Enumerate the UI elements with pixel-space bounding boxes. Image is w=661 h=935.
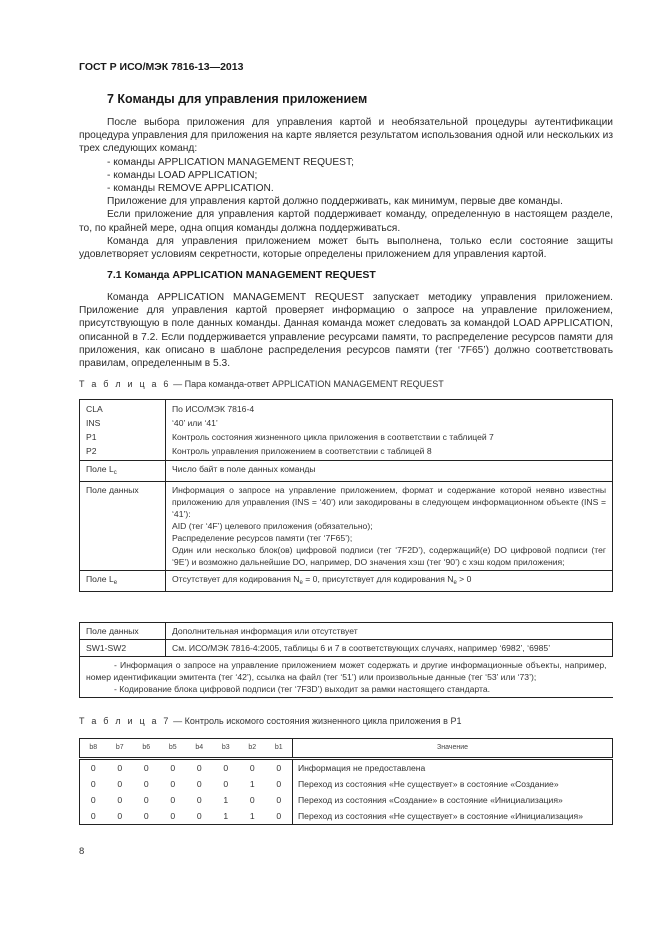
bit-cell: 0 xyxy=(276,779,282,789)
table-row xyxy=(80,430,613,444)
bit-cell: 0 xyxy=(143,779,149,789)
meaning-cell: Переход из состояния «Создание» в состояние «Инициализация» xyxy=(293,792,613,808)
field-cell: Поле данных xyxy=(80,482,166,571)
column-header: b6 xyxy=(133,739,160,759)
value-cell: Информация о запросе на управление приложением, формат и содержание которой неявно известны приложению для управления (INS = ‘40’) или закодированы в следующем информационном объекте (INS = ‘41’): AID (тег ‘4F’) целевого приложения (обязательно); Распределение ресурсов памяти (тег ‘7F65’); Один или несколько блок(ов) цифровой подписи (тег ‘7F2D’), содержащий(е) DO цифровой подписи (тег ‘9E’) и возможно дальнейшие DO, например, DO значения хэш (тег ‘90’) с хэш кодом приложения; xyxy=(166,482,613,571)
field-cell: Поле $L_e$ xyxy=(80,571,166,592)
caption-text: — Контроль искомого состояния жизненного цикла приложения в P1 xyxy=(170,716,462,726)
column-header: b1 xyxy=(266,739,293,759)
column-header: b7 xyxy=(107,739,134,759)
caption-text: — Пара команда-ответ APPLICATION MANAGEMENT REQUEST xyxy=(170,379,444,389)
paragraph: Команда APPLICATION MANAGEMENT REQUEST запускает методику управления приложением. Приложение для управления картой проверяет информацию о запросе на управление приложением, присутствующую в поле данных команды. Данная команда может следовать за командой LOAD APPLICATION, описанной в 7.2. Если поддерживается управление ресурсами памяти, то распределение ресурсов памяти для приложения, как описано в шаблоне распределения ресурсов памяти (тег ‘7F65’) должно соответствовать правилам, определенным в 5.3. xyxy=(79,292,613,370)
table-row xyxy=(80,776,613,792)
field-cell: P2 xyxy=(80,444,166,461)
bit-cell: 0 xyxy=(196,795,202,805)
bit-cell: 0 xyxy=(223,763,229,773)
field-cell: Поле $L_c$ xyxy=(80,461,166,482)
bit-cell: 0 xyxy=(80,808,107,825)
field-cell: CLA xyxy=(80,400,166,417)
table-7 xyxy=(79,738,613,825)
meaning-cell: Информация не предоставлена xyxy=(293,759,613,777)
notes-cell: - Информация о запросе на управление приложением может содержать и другие информационные объекты, например, номер идентификации эмитента (тег ‘42’), ссылка на файл (тег ‘51’) или произвольные данные (тег ‘53’ или ‘73’); - Кодирование блока цифровой подписи (тег ‘7F3D’) выходит за рамки настоящего стандарта. xyxy=(80,657,613,698)
table-row xyxy=(80,640,613,657)
table-row xyxy=(80,461,613,482)
value-cell: По ИСО/МЭК 7816-4 xyxy=(166,400,613,417)
paragraph: Команда для управления приложением может быть выполнена, только если состояние защиты удовлетворяет условиям секретности, которые определены приложением для управления картой. xyxy=(79,235,613,261)
bit-cell: 0 xyxy=(196,779,202,789)
value-cell: Дополнительная информация или отсутствует xyxy=(166,623,613,640)
value-cell: Контроль управления приложением в соответствии с таблицей 8 xyxy=(166,444,613,461)
table-row xyxy=(80,623,613,640)
table-row xyxy=(80,571,613,592)
intro-paragraph: После выбора приложения для управления картой и необязательной процедуры аутентификации процедура управления для приложения на карте является результатом использования одной или нескольких из трех следующих команд: xyxy=(79,117,613,155)
column-header: b5 xyxy=(160,739,187,759)
list-item: - команды APPLICATION MANAGEMENT REQUEST; xyxy=(107,156,354,168)
column-header: Значение xyxy=(293,739,613,759)
bit-cell: 0 xyxy=(117,795,123,805)
bit-cell: 0 xyxy=(117,779,123,789)
bit-cell: 0 xyxy=(170,763,176,773)
bit-cell: 0 xyxy=(143,763,149,773)
bit-cell: 0 xyxy=(143,795,149,805)
table-notes-row xyxy=(80,657,613,698)
table-row xyxy=(80,759,613,777)
field-cell: SW1-SW2 xyxy=(80,640,166,657)
list-item: - команды REMOVE APPLICATION. xyxy=(107,183,274,195)
subsection-body xyxy=(79,291,613,370)
value-cell: ‘40’ или ‘41’ xyxy=(166,416,613,430)
section-title: 7 Команды для управления приложением xyxy=(107,92,368,106)
table-row xyxy=(80,482,613,571)
bit-cell: 1 xyxy=(239,808,266,825)
bit-cell: 0 xyxy=(249,763,255,773)
bit-cell: 1 xyxy=(223,795,229,805)
table-row xyxy=(80,400,613,417)
bit-cell: 0 xyxy=(80,759,107,777)
paragraph: Если приложение для управления картой поддерживает команду, определенную в настоящем разделе, то, по крайней мере, одна опция команды должна поддерживаться. xyxy=(79,209,613,234)
column-header: b3 xyxy=(213,739,240,759)
bit-cell: 0 xyxy=(223,779,229,789)
table-7-caption xyxy=(79,716,461,726)
table-6-command xyxy=(79,399,613,592)
table-row xyxy=(80,792,613,808)
field-cell: INS xyxy=(80,416,166,430)
bit-cell: 0 xyxy=(196,763,202,773)
field-cell: Поле данных xyxy=(80,623,166,640)
subsection-title: 7.1 Команда APPLICATION MANAGEMENT REQUEST xyxy=(107,269,376,281)
bit-cell: 0 xyxy=(80,776,107,792)
bit-cell: 0 xyxy=(160,808,187,825)
value-cell: Отсутствует для кодирования $N_e = 0$, присутствует для кодирования $N_e > 0$ xyxy=(166,571,613,592)
bit-cell: 0 xyxy=(170,795,176,805)
section-body xyxy=(79,116,613,261)
table-6-caption xyxy=(79,379,444,389)
bit-cell: 0 xyxy=(133,808,160,825)
value-cell: Контроль состояния жизненного цикла приложения в соответствии с таблицей 7 xyxy=(166,430,613,444)
bit-cell: 0 xyxy=(249,795,255,805)
table-row xyxy=(80,444,613,461)
document-header: ГОСТ Р ИСО/МЭК 7816-13—2013 xyxy=(79,61,244,73)
paragraph: Приложение для управления картой должно поддерживать, как минимум, первые две команды. xyxy=(107,196,563,208)
column-header: b2 xyxy=(239,739,266,759)
bit-cell: 1 xyxy=(213,808,240,825)
table-row xyxy=(80,416,613,430)
page-number: 8 xyxy=(79,846,85,857)
table-row xyxy=(80,808,613,825)
bit-cell: 0 xyxy=(276,795,282,805)
table-header-row xyxy=(80,739,613,759)
value-cell: Число байт в поле данных команды xyxy=(166,461,613,482)
bit-cell: 0 xyxy=(266,808,293,825)
meaning-cell: Переход из состояния «Не существует» в состояние «Инициализация» xyxy=(293,808,613,825)
caption-label: Т а б л и ц а 6 xyxy=(79,379,171,389)
column-header: b4 xyxy=(186,739,213,759)
table-6-response xyxy=(79,622,613,698)
bit-cell: 0 xyxy=(107,808,134,825)
meaning-cell: Переход из состояния «Не существует» в состояние «Создание» xyxy=(293,776,613,792)
bit-cell: 0 xyxy=(117,763,123,773)
field-cell: P1 xyxy=(80,430,166,444)
list-item: - команды LOAD APPLICATION; xyxy=(107,169,258,181)
bit-cell: 1 xyxy=(249,779,255,789)
caption-label: Т а б л и ц а 7 xyxy=(79,716,171,726)
bit-cell: 0 xyxy=(276,763,282,773)
bit-cell: 0 xyxy=(170,779,176,789)
value-cell: См. ИСО/МЭК 7816-4:2005, таблицы 6 и 7 в соответствующих случаях, например ‘6982’, ‘6985’ xyxy=(166,640,613,657)
column-header: b8 xyxy=(80,739,107,759)
bit-cell: 0 xyxy=(186,808,213,825)
bit-cell: 0 xyxy=(80,792,107,808)
